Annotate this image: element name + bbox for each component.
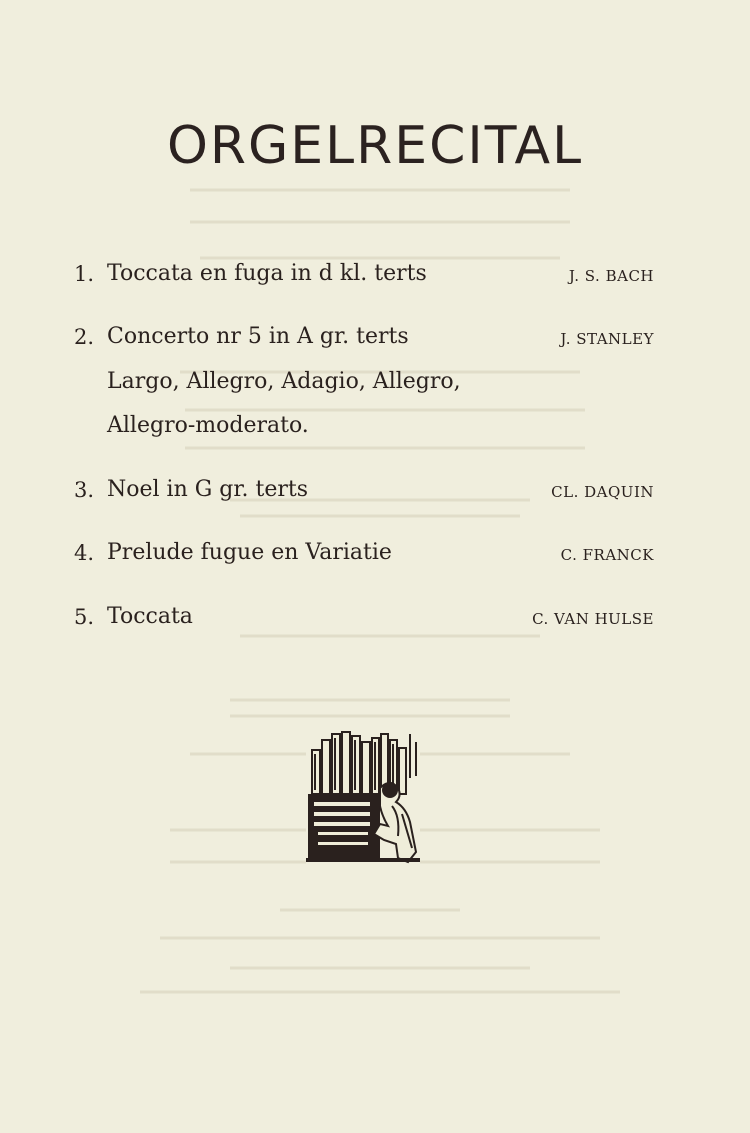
item-number: 3. bbox=[73, 478, 94, 502]
program-item bbox=[0, 533, 750, 573]
item-number: 4. bbox=[73, 541, 94, 565]
recital-title: ORGELRECITAL bbox=[166, 116, 584, 176]
item-composer: J. STANLEY bbox=[560, 330, 654, 348]
item-number: 1. bbox=[73, 262, 94, 286]
item-composer: C. FRANCK bbox=[560, 546, 654, 564]
item-piece: Prelude fugue en Variatie bbox=[107, 540, 392, 565]
item-composer: CL. DAQUIN bbox=[551, 483, 654, 501]
program-item bbox=[0, 470, 750, 510]
item-piece: Toccata bbox=[107, 604, 193, 629]
item-composer: C. VAN HULSE bbox=[532, 610, 654, 628]
item-composer: J. S. BACH bbox=[568, 267, 654, 285]
program-item bbox=[0, 317, 750, 357]
item-piece: Noel in G gr. terts bbox=[107, 477, 308, 502]
organist-icon bbox=[306, 728, 420, 864]
item-piece: Toccata en fuga in d kl. terts bbox=[107, 261, 427, 286]
item-number: 2. bbox=[73, 325, 94, 349]
item-movements-line: Largo, Allegro, Adagio, Allegro, bbox=[107, 369, 461, 394]
item-number: 5. bbox=[73, 605, 94, 629]
item-movements-line: Allegro-moderato. bbox=[107, 413, 309, 438]
program-item bbox=[0, 254, 750, 294]
item-piece: Concerto nr 5 in A gr. terts bbox=[107, 324, 409, 349]
program-item bbox=[0, 597, 750, 637]
